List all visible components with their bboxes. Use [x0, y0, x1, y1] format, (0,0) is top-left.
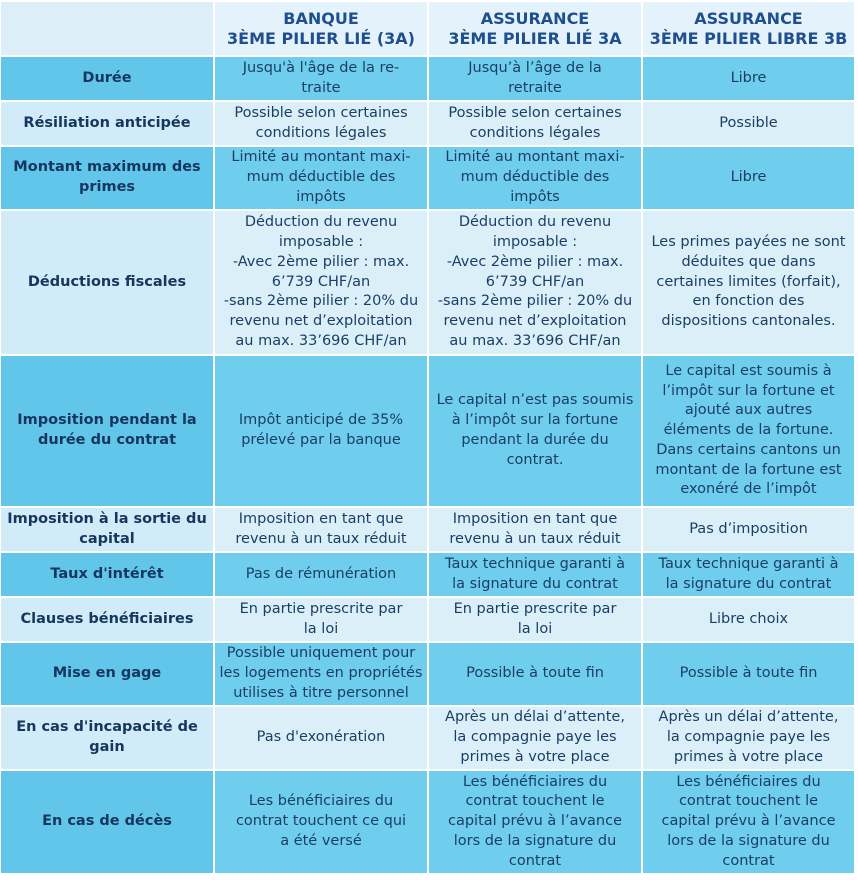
cell-assurance-3a: Les bénéficiaires du contrat touchent le capital prévu à l’avance lors de la signature du contrat	[429, 771, 643, 875]
cell-assurance-3b: Libre	[643, 57, 856, 102]
table-row-imposition-sortie	[1, 508, 856, 553]
table-row-deductions	[1, 211, 856, 356]
cell-banque: Déduction du revenu imposable : -Avec 2ème pilier : max. 6’739 CHF/an -sans 2ème pilier : 20% du revenu net d’exploitation au max. 33’696 CHF/an	[215, 211, 429, 356]
table-row-deces	[1, 771, 856, 875]
table-row-duree	[1, 57, 856, 102]
cell-assurance-3b: Après un délai d’attente, la compagnie paye les primes à votre place	[643, 707, 856, 771]
table-row-taux	[1, 553, 856, 598]
cell-assurance-3b: Le capital est soumis à l’impôt sur la fortune et ajouté aux autres éléments de la fortune. Dans certains cantons un montant de la fortune est exonéré de l’impôt	[643, 356, 856, 508]
cell-assurance-3a: Limité au montant maxi- mum déductible des impôts	[429, 147, 643, 211]
cell-banque: Possible uniquement pour les logements en propriétés utilises à titre personnel	[215, 643, 429, 707]
table-row-resiliation	[1, 102, 856, 147]
cell-banque: Pas de rémunération	[215, 553, 429, 598]
row-label: Déductions fiscales	[1, 211, 215, 356]
cell-assurance-3a: Possible à toute fin	[429, 643, 643, 707]
cell-banque: Possible selon certaines conditions légales	[215, 102, 429, 147]
cell-assurance-3b: Libre	[643, 147, 856, 211]
row-label: En cas de décès	[1, 771, 215, 875]
row-label: Imposition pendant la durée du contrat	[1, 356, 215, 508]
row-label: Taux d'intérêt	[1, 553, 215, 598]
table-row-incapacite	[1, 707, 856, 771]
table-row-clauses	[1, 598, 856, 643]
table-row-imposition-duree	[1, 356, 856, 508]
cell-assurance-3a: Jusqu’à l’âge de la retraite	[429, 57, 643, 102]
cell-assurance-3b: Les primes payées ne sont déduites que dans certaines limites (forfait), en fonction des dispositions cantonales.	[643, 211, 856, 356]
table-row-montant	[1, 147, 856, 211]
cell-banque: Imposition en tant que revenu à un taux réduit	[215, 508, 429, 553]
pillar-comparison-table	[1, 2, 856, 875]
cell-banque: Pas d'exonération	[215, 707, 429, 771]
row-label: Résiliation anticipée	[1, 102, 215, 147]
row-label: Mise en gage	[1, 643, 215, 707]
cell-assurance-3b: Possible	[643, 102, 856, 147]
row-label: Imposition à la sortie du capital	[1, 508, 215, 553]
cell-banque: Impôt anticipé de 35% prélevé par la banque	[215, 356, 429, 508]
cell-banque: Jusqu'à l'âge de la re- traite	[215, 57, 429, 102]
header-assurance-3b: ASSURANCE 3ÈME PILIER LIBRE 3B	[643, 2, 856, 57]
cell-banque: Les bénéficiaires du contrat touchent ce qui a été versé	[215, 771, 429, 875]
cell-assurance-3a: Après un délai d’attente, la compagnie paye les primes à votre place	[429, 707, 643, 771]
cell-assurance-3b: Taux technique garanti à la signature du contrat	[643, 553, 856, 598]
row-label: Durée	[1, 57, 215, 102]
cell-assurance-3b: Libre choix	[643, 598, 856, 643]
header-row	[1, 2, 856, 57]
cell-assurance-3a: Taux technique garanti à la signature du contrat	[429, 553, 643, 598]
row-label: Montant maximum des primes	[1, 147, 215, 211]
header-assurance-3a: ASSURANCE 3ÈME PILIER LIÉ 3A	[429, 2, 643, 57]
cell-banque: En partie prescrite par la loi	[215, 598, 429, 643]
row-label: Clauses bénéficiaires	[1, 598, 215, 643]
cell-assurance-3a: En partie prescrite par la loi	[429, 598, 643, 643]
cell-assurance-3b: Pas d’imposition	[643, 508, 856, 553]
cell-assurance-3a: Possible selon certaines conditions légales	[429, 102, 643, 147]
header-corner	[1, 2, 215, 57]
cell-assurance-3b: Les bénéficiaires du contrat touchent le capital prévu à l’avance lors de la signature du contrat	[643, 771, 856, 875]
cell-banque: Limité au montant maxi- mum déductible des impôts	[215, 147, 429, 211]
header-banque-3a: BANQUE 3ÈME PILIER LIÉ (3A)	[215, 2, 429, 57]
cell-assurance-3a: Le capital n’est pas soumis à l’impôt sur la fortune pendant la durée du contrat.	[429, 356, 643, 508]
cell-assurance-3a: Imposition en tant que revenu à un taux réduit	[429, 508, 643, 553]
cell-assurance-3b: Possible à toute fin	[643, 643, 856, 707]
table-row-mise-en-gage	[1, 643, 856, 707]
row-label: En cas d'incapacité de gain	[1, 707, 215, 771]
comparison-table-container	[1, 2, 856, 875]
cell-assurance-3a: Déduction du revenu imposable : -Avec 2ème pilier : max. 6’739 CHF/an -sans 2ème pilier : 20% du revenu net d’exploitation au max. 33’696 CHF/an	[429, 211, 643, 356]
